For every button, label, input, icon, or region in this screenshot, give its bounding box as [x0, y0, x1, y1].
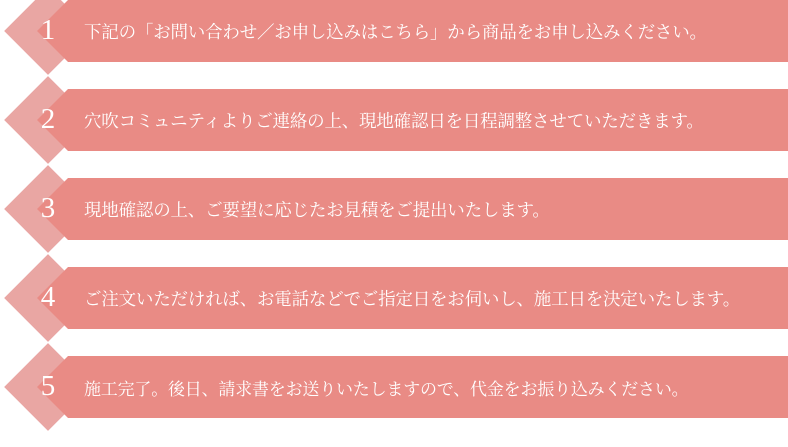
step-text: 現地確認の上、ご要望に応じたお見積をご提出いたします。	[84, 199, 550, 220]
flow-step	[0, 178, 788, 240]
step-number: 4	[40, 280, 56, 313]
flow-step	[0, 267, 788, 329]
step-arrow-bar	[68, 89, 788, 151]
step-arrow-bar	[68, 178, 788, 240]
step-text: 穴吹コミュニティよりご連絡の上、現地確認日を日程調整させていただきます。	[84, 110, 704, 131]
flow-step	[0, 89, 788, 151]
step-text: 施工完了。後日、請求書をお送りいたしますので、代金をお振り込みください。	[84, 379, 689, 399]
step-number: 3	[40, 191, 56, 224]
step-arrow-bar	[68, 267, 788, 329]
step-number: 2	[40, 102, 56, 135]
step-arrow-bar	[68, 0, 788, 62]
step-number: 5	[40, 369, 56, 402]
flow-step	[0, 356, 788, 418]
step-text: ご注文いただければ、お電話などでご指定日をお伺いし、施工日を決定いたします。	[84, 288, 740, 309]
step-arrow-bar	[68, 356, 788, 418]
step-text: 下記の「お問い合わせ／お申し込みはこちら」から商品をお申し込みください。	[84, 21, 707, 42]
step-number: 1	[40, 13, 56, 46]
flow-step	[0, 0, 788, 62]
